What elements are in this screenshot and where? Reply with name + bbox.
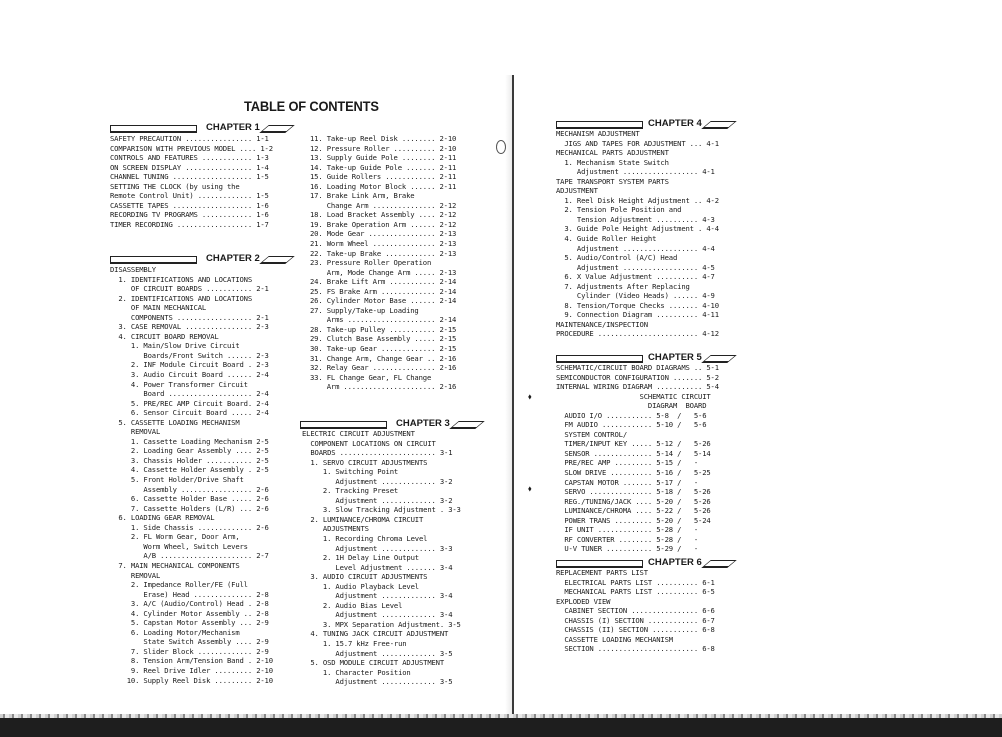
- toc-entry: 3. AUDIO CIRCUIT ADJUSTMENTS: [302, 572, 428, 582]
- chapter-2-entries: [110, 265, 273, 685]
- toc-entry: 10. Supply Reel Disk ......... 2-10: [110, 675, 273, 685]
- chapter-2-entries-continued: [310, 134, 456, 392]
- toc-entry: 7. Cassette Holders (L/R) ... 2-6: [110, 503, 269, 513]
- toc-entry: Level Adjustment ....... 3-4: [302, 562, 453, 572]
- toc-entry: Adjustment ............. 3-5: [302, 648, 453, 658]
- chapter-rule-end: [701, 560, 737, 568]
- toc-entry: OF MAIN MECHANICAL: [110, 303, 207, 313]
- toc-entry: 3. Audio Circuit Board ...... 2-4: [110, 370, 269, 380]
- toc-entry: SAFETY PRECAUTION ................ 1-1: [110, 134, 269, 143]
- toc-entry: MECHANISM ADJUSTMENT: [556, 129, 640, 138]
- toc-entry: A/B ...................... 2-7: [110, 551, 269, 561]
- toc-entry: 22. Take-up Brake ............ 2-13: [310, 248, 457, 258]
- toc-entry: ON SCREEN DISPLAY ................ 1-4: [110, 162, 269, 172]
- toc-entry: Cylinder (Video Heads) ...... 4-9: [556, 291, 715, 301]
- toc-entry: 3. Guide Pole Height Adjustment . 4-4: [556, 224, 719, 234]
- toc-entry: 11. Take-up Reel Disk ........ 2-10: [310, 134, 457, 143]
- toc-entry: DISASSEMBLY: [110, 265, 156, 274]
- toc-entry: Adjustment ............. 3-4: [302, 591, 453, 601]
- toc-entry: Adjustment .................. 4-4: [556, 243, 715, 253]
- toc-entry: 5. OSD MODULE CIRCUIT ADJUSTMENT: [302, 658, 445, 668]
- toc-entry: 1. IDENTIFICATIONS AND LOCATIONS: [110, 274, 253, 284]
- toc-entry: 1. Character Position: [302, 667, 411, 677]
- toc-entry: 2. Loading Gear Assembly .... 2-5: [110, 446, 269, 456]
- chapter-rule: [556, 355, 643, 363]
- toc-entry: CAPSTAN MOTOR ....... 5-17 / -: [556, 477, 699, 487]
- toc-entry: RECORDING TV PROGRAMS ............ 1-6: [110, 210, 269, 220]
- chapter-rule: [110, 256, 197, 264]
- toc-entry: 19. Brake Operation Arm ...... 2-12: [310, 219, 457, 229]
- toc-entry: AUDIO I/O ........... 5-8 / 5-6: [556, 410, 707, 420]
- toc-entry: 23. Pressure Roller Operation: [310, 258, 432, 268]
- toc-entry: FM AUDIO ............ 5-10 / 5-6: [556, 420, 707, 430]
- toc-entry: 9. Connection Diagram .......... 4-11: [556, 310, 719, 320]
- toc-entry: 5. PRE/REC AMP Circuit Board. 2-4: [110, 398, 269, 408]
- toc-entry: Boards/Front Switch ...... 2-3: [110, 350, 269, 360]
- toc-entry: Change Arm ............... 2-12: [310, 200, 457, 210]
- toc-entry: MAINTENANCE/INSPECTION: [556, 319, 648, 329]
- toc-entry: PROCEDURE ........................ 4-12: [556, 329, 719, 339]
- chapter-rule-end: [259, 125, 295, 133]
- toc-entry: COMPONENT LOCATIONS ON CIRCUIT: [302, 438, 436, 448]
- toc-entry: TIMER/INPUT KEY ..... 5-12 / 5-26: [556, 439, 711, 449]
- chapter-6-label: CHAPTER 6: [648, 557, 702, 568]
- toc-entry: TAPE TRANSPORT SYSTEM PARTS: [556, 176, 669, 186]
- toc-entry: 2. IDENTIFICATIONS AND LOCATIONS: [110, 293, 253, 303]
- toc-entry: ELECTRICAL PARTS LIST .......... 6-1: [556, 577, 715, 587]
- toc-entry: 5. Capstan Motor Assembly ... 2-9: [110, 618, 269, 628]
- toc-entry: 2. LUMINANCE/CHROMA CIRCUIT: [302, 514, 424, 524]
- toc-entry: 1. Audio Playback Level: [302, 581, 419, 591]
- toc-entry: Remote Control Unit) ............. 1-5: [110, 191, 269, 201]
- toc-entry: RF CONVERTER ........ 5-28 / -: [556, 534, 699, 544]
- toc-entry: Arm, Mode Change Arm ..... 2-13: [310, 267, 457, 277]
- toc-entry: Adjustment ............. 3-3: [302, 543, 453, 553]
- toc-entry: 7. Slider Block ............. 2-9: [110, 646, 269, 656]
- toc-entry: REPLACEMENT PARTS LIST: [556, 568, 648, 577]
- toc-entry: 13. Supply Guide Pole ........ 2-11: [310, 153, 457, 163]
- toc-entry: REMOVAL: [110, 570, 161, 580]
- toc-entry: Adjustment ............. 3-5: [302, 677, 453, 687]
- toc-entry: Tension Adjustment .......... 4-3: [556, 214, 715, 224]
- chapter-3-label: CHAPTER 3: [396, 418, 450, 429]
- toc-entry: 2. Tracking Preset: [302, 486, 399, 496]
- toc-entry: 15. Guide Rollers ............ 2-11: [310, 172, 457, 182]
- toc-entry: 3. Chassis Holder ........... 2-5: [110, 455, 269, 465]
- toc-entry: CHASSIS (I) SECTION ............ 6-7: [556, 615, 715, 625]
- chapter-rule-end: [701, 121, 737, 129]
- chapter-rule: [300, 421, 387, 429]
- toc-entry: SETTING THE CLOCK (by using the: [110, 181, 240, 191]
- toc-entry: COMPARISON WITH PREVIOUS MODEL .... 1-2: [110, 143, 273, 153]
- toc-entry: 6. Loading Motor/Mechanism: [110, 627, 240, 637]
- toc-entry: 4. Cassette Holder Assembly . 2-5: [110, 465, 269, 475]
- chapter-2-label: CHAPTER 2: [206, 253, 260, 264]
- chapter-rule-end: [701, 355, 737, 363]
- toc-entry: SYSTEM CONTROL/: [556, 429, 628, 439]
- toc-entry: Adjustment .................. 4-5: [556, 262, 715, 272]
- toc-entry: LUMINANCE/CHROMA .... 5-22 / 5-26: [556, 506, 711, 516]
- toc-entry: 12. Pressure Roller .......... 2-10: [310, 143, 457, 153]
- toc-entry: SLOW DRIVE .......... 5-16 / 5-25: [556, 468, 711, 478]
- toc-entry: 1. Side Chassis ............. 2-6: [110, 522, 269, 532]
- chapter-3-entries: [302, 429, 461, 687]
- toc-entry: 2. INF Module Circuit Board . 2-3: [110, 360, 269, 370]
- chapter-1-label: CHAPTER 1: [206, 122, 260, 133]
- toc-entry: IF UNIT ............. 5-28 / -: [556, 525, 699, 535]
- toc-entry: 27. Supply/Take-up Loading: [310, 305, 419, 315]
- toc-entry: CASSETTE LOADING MECHANISM: [556, 634, 673, 644]
- toc-entry: 6. X Value Adjustment .......... 4-7: [556, 272, 715, 282]
- toc-entry: 33. FL Change Gear, FL Change: [310, 372, 432, 382]
- toc-entry: 3. MPX Separation Adjustment. 3-5: [302, 619, 461, 629]
- toc-entry: 29. Clutch Base Assembly ..... 2-15: [310, 334, 457, 344]
- chapter-4-entries: [556, 129, 719, 339]
- toc-entry: 4. TUNING JACK CIRCUIT ADJUSTMENT: [302, 629, 449, 639]
- chapter-rule: [556, 121, 643, 129]
- toc-entry: ADJUSTMENTS: [302, 524, 369, 534]
- toc-entry: 21. Worm Wheel ............... 2-13: [310, 239, 457, 249]
- toc-entry: 30. Take-up Gear ............. 2-15: [310, 344, 457, 354]
- toc-entry: PRE/REC AMP ......... 5-15 / -: [556, 458, 699, 468]
- toc-entry: 7. MAIN MECHANICAL COMPONENTS: [110, 560, 240, 570]
- toc-entry: TIMER RECORDING .................. 1-7: [110, 219, 269, 229]
- toc-entry: 5. CASSETTE LOADING MECHANISM: [110, 417, 240, 427]
- toc-entry: Adjustment ............. 3-2: [302, 495, 453, 505]
- toc-entry: 17. Brake Link Arm, Brake: [310, 191, 415, 201]
- toc-entry: 2. FL Worm Gear, Door Arm,: [110, 532, 240, 542]
- toc-entry: 1. Recording Chroma Level: [302, 534, 428, 544]
- toc-entry: DIAGRAM BOARD: [556, 401, 707, 411]
- toc-entry: 1. SERVO CIRCUIT ADJUSTMENTS: [302, 457, 428, 467]
- toc-entry: 2. Audio Bias Level: [302, 600, 403, 610]
- toc-entry: MECHANICAL PARTS LIST .......... 6-5: [556, 587, 715, 597]
- chapter-rule: [110, 125, 197, 133]
- toc-entry: 3. A/C (Audio/Control) Head . 2-8: [110, 599, 269, 609]
- toc-entry: 16. Loading Motor Block ...... 2-11: [310, 181, 457, 191]
- toc-entry: CHANNEL TUNING ................... 1-5: [110, 172, 269, 182]
- toc-entry: 3. CASE REMOVAL ................ 2-3: [110, 322, 269, 332]
- toc-entry: 20. Mode Gear ................ 2-13: [310, 229, 457, 239]
- toc-entry: BOARDS ....................... 3-1: [302, 448, 453, 458]
- toc-entry: JIGS AND TAPES FOR ADJUSTMENT ... 4-1: [556, 138, 719, 148]
- toc-entry: SERVO ............... 5-18 / 5-26: [556, 487, 711, 497]
- chapter-6-entries: [556, 568, 715, 654]
- toc-entry: MECHANICAL PARTS ADJUSTMENT: [556, 148, 669, 158]
- toc-entry: 28. Take-up Pulley ........... 2-15: [310, 324, 457, 334]
- toc-entry: 5. Front Holder/Drive Shaft: [110, 475, 244, 485]
- binding-shadow: [505, 75, 512, 715]
- chapter-rule-end: [259, 256, 295, 264]
- toc-entry: 8. Tension Arm/Tension Band . 2-10: [110, 656, 273, 666]
- toc-entry: SENSOR .............. 5-14 / 5-14: [556, 448, 711, 458]
- toc-entry: ADJUSTMENT: [556, 186, 598, 196]
- toc-entry: 6. Cassette Holder Base ..... 2-6: [110, 494, 269, 504]
- toc-entry: Adjustment ............. 3-4: [302, 610, 453, 620]
- toc-entry: 6. LOADING GEAR REMOVAL: [110, 513, 215, 523]
- toc-entry: CONTROLS AND FEATURES ............ 1-3: [110, 153, 269, 163]
- toc-entry: 2. Tension Pole Position and: [556, 205, 682, 215]
- punch-hole: [496, 140, 506, 154]
- toc-entry: 26. Cylinder Motor Base ...... 2-14: [310, 296, 457, 306]
- toc-entry: CABINET SECTION ................ 6-6: [556, 606, 715, 616]
- toc-entry: CASSETTE TAPES ................... 1-6: [110, 200, 269, 210]
- toc-entry: 4. CIRCUIT BOARD REMOVAL: [110, 331, 219, 341]
- toc-entry: U-V TUNER ........... 5-29 / -: [556, 544, 699, 554]
- chapter-rule: [556, 560, 643, 568]
- toc-entry: 1. Main/Slow Drive Circuit: [110, 341, 240, 351]
- toc-entry: ELECTRIC CIRCUIT ADJUSTMENT: [302, 429, 415, 438]
- toc-entry: COMPONENTS .................. 2-1: [110, 312, 269, 322]
- toc-entry: Adjustment .................. 4-1: [556, 167, 715, 177]
- toc-entry: OF CIRCUIT BOARDS ........... 2-1: [110, 284, 269, 294]
- toc-entry: State Switch Assembly .... 2-9: [110, 637, 269, 647]
- toc-entry: 1. Mechanism State Switch: [556, 157, 669, 167]
- chapter-5-label: CHAPTER 5: [648, 352, 702, 363]
- page-binding-line: [512, 75, 514, 715]
- toc-entry: Arm ...................... 2-16: [310, 382, 457, 392]
- toc-entry: Board .................... 2-4: [110, 389, 269, 399]
- toc-entry: INTERNAL WIRING DIAGRAM ........... 5-4: [556, 382, 719, 392]
- toc-entry: 3. Slow Tracking Adjustment . 3-3: [302, 505, 461, 515]
- toc-entry: 5. Audio/Control (A/C) Head: [556, 253, 678, 263]
- toc-entry: 18. Load Bracket Assembly .... 2-12: [310, 210, 457, 220]
- toc-entry: REG./TUNING/JACK .... 5-20 / 5-26: [556, 496, 711, 506]
- page-title: TABLE OF CONTENTS: [244, 98, 379, 114]
- toc-entry: Worm Wheel, Switch Levers: [110, 541, 248, 551]
- toc-entry: Adjustment ............. 3-2: [302, 476, 453, 486]
- toc-entry: 2. 1H Delay Line Output: [302, 553, 419, 563]
- toc-entry: POWER TRANS ......... 5-20 / 5-24: [556, 515, 711, 525]
- toc-entry: 6. Sensor Circuit Board ..... 2-4: [110, 408, 269, 418]
- toc-entry: Erase) Head .............. 2-8: [110, 589, 269, 599]
- toc-entry: 2. Impedance Roller/FE (Full: [110, 580, 248, 590]
- toc-entry: SCHEMATIC/CIRCUIT BOARD DIAGRAMS .. 5-1: [556, 363, 719, 372]
- chapter-rule-end: [449, 421, 485, 429]
- toc-entry: 24. Brake Lift Arm ........... 2-14: [310, 277, 457, 287]
- toc-entry: 8. Tension/Torque Checks ....... 4-10: [556, 300, 719, 310]
- toc-entry: Arms ..................... 2-14: [310, 315, 457, 325]
- toc-entry: 25. FS Brake Arm ............. 2-14: [310, 286, 457, 296]
- toc-entry: 1. Cassette Loading Mechanism 2-5: [110, 436, 269, 446]
- toc-entry: SECTION ........................ 6-8: [556, 644, 715, 654]
- toc-entry: Assembly ................. 2-6: [110, 484, 269, 494]
- toc-entry: 1. Reel Disk Height Adjustment .. 4-2: [556, 195, 719, 205]
- chapter-4-label: CHAPTER 4: [648, 118, 702, 129]
- chapter-5-entries: [556, 363, 719, 554]
- toc-entry: 14. Take-up Guide Pole ....... 2-11: [310, 162, 457, 172]
- toc-entry: EXPLODED VIEW: [556, 596, 611, 606]
- toc-entry: 7. Adjustments After Replacing: [556, 281, 690, 291]
- toc-entry: 31. Change Arm, Change Gear .. 2-16: [310, 353, 457, 363]
- toc-entry: SCHEMATIC CIRCUIT: [556, 391, 711, 401]
- toc-entry: REMOVAL: [110, 427, 161, 437]
- toc-entry: 4. Guide Roller Height: [556, 234, 657, 244]
- toc-entry: SEMICONDUCTOR CONFIGURATION ....... 5-2: [556, 372, 719, 382]
- chapter-1-entries: [110, 134, 273, 229]
- toc-entry: 1. 15.7 kHz Free-run: [302, 639, 407, 649]
- toc-entry: 9. Reel Drive Idler ......... 2-10: [110, 665, 273, 675]
- scan-bottom-edge: [0, 718, 1002, 737]
- scan-speck: ⬧: [528, 392, 532, 401]
- toc-entry: CHASSIS (II) SECTION ........... 6-8: [556, 625, 715, 635]
- toc-entry: 4. Power Transformer Circuit: [110, 379, 248, 389]
- toc-entry: 32. Relay Gear ............... 2-16: [310, 363, 457, 373]
- scan-speck: ⬧: [528, 484, 532, 493]
- toc-entry: 4. Cylinder Motor Assembly .. 2-8: [110, 608, 269, 618]
- toc-entry: 1. Switching Point: [302, 467, 399, 477]
